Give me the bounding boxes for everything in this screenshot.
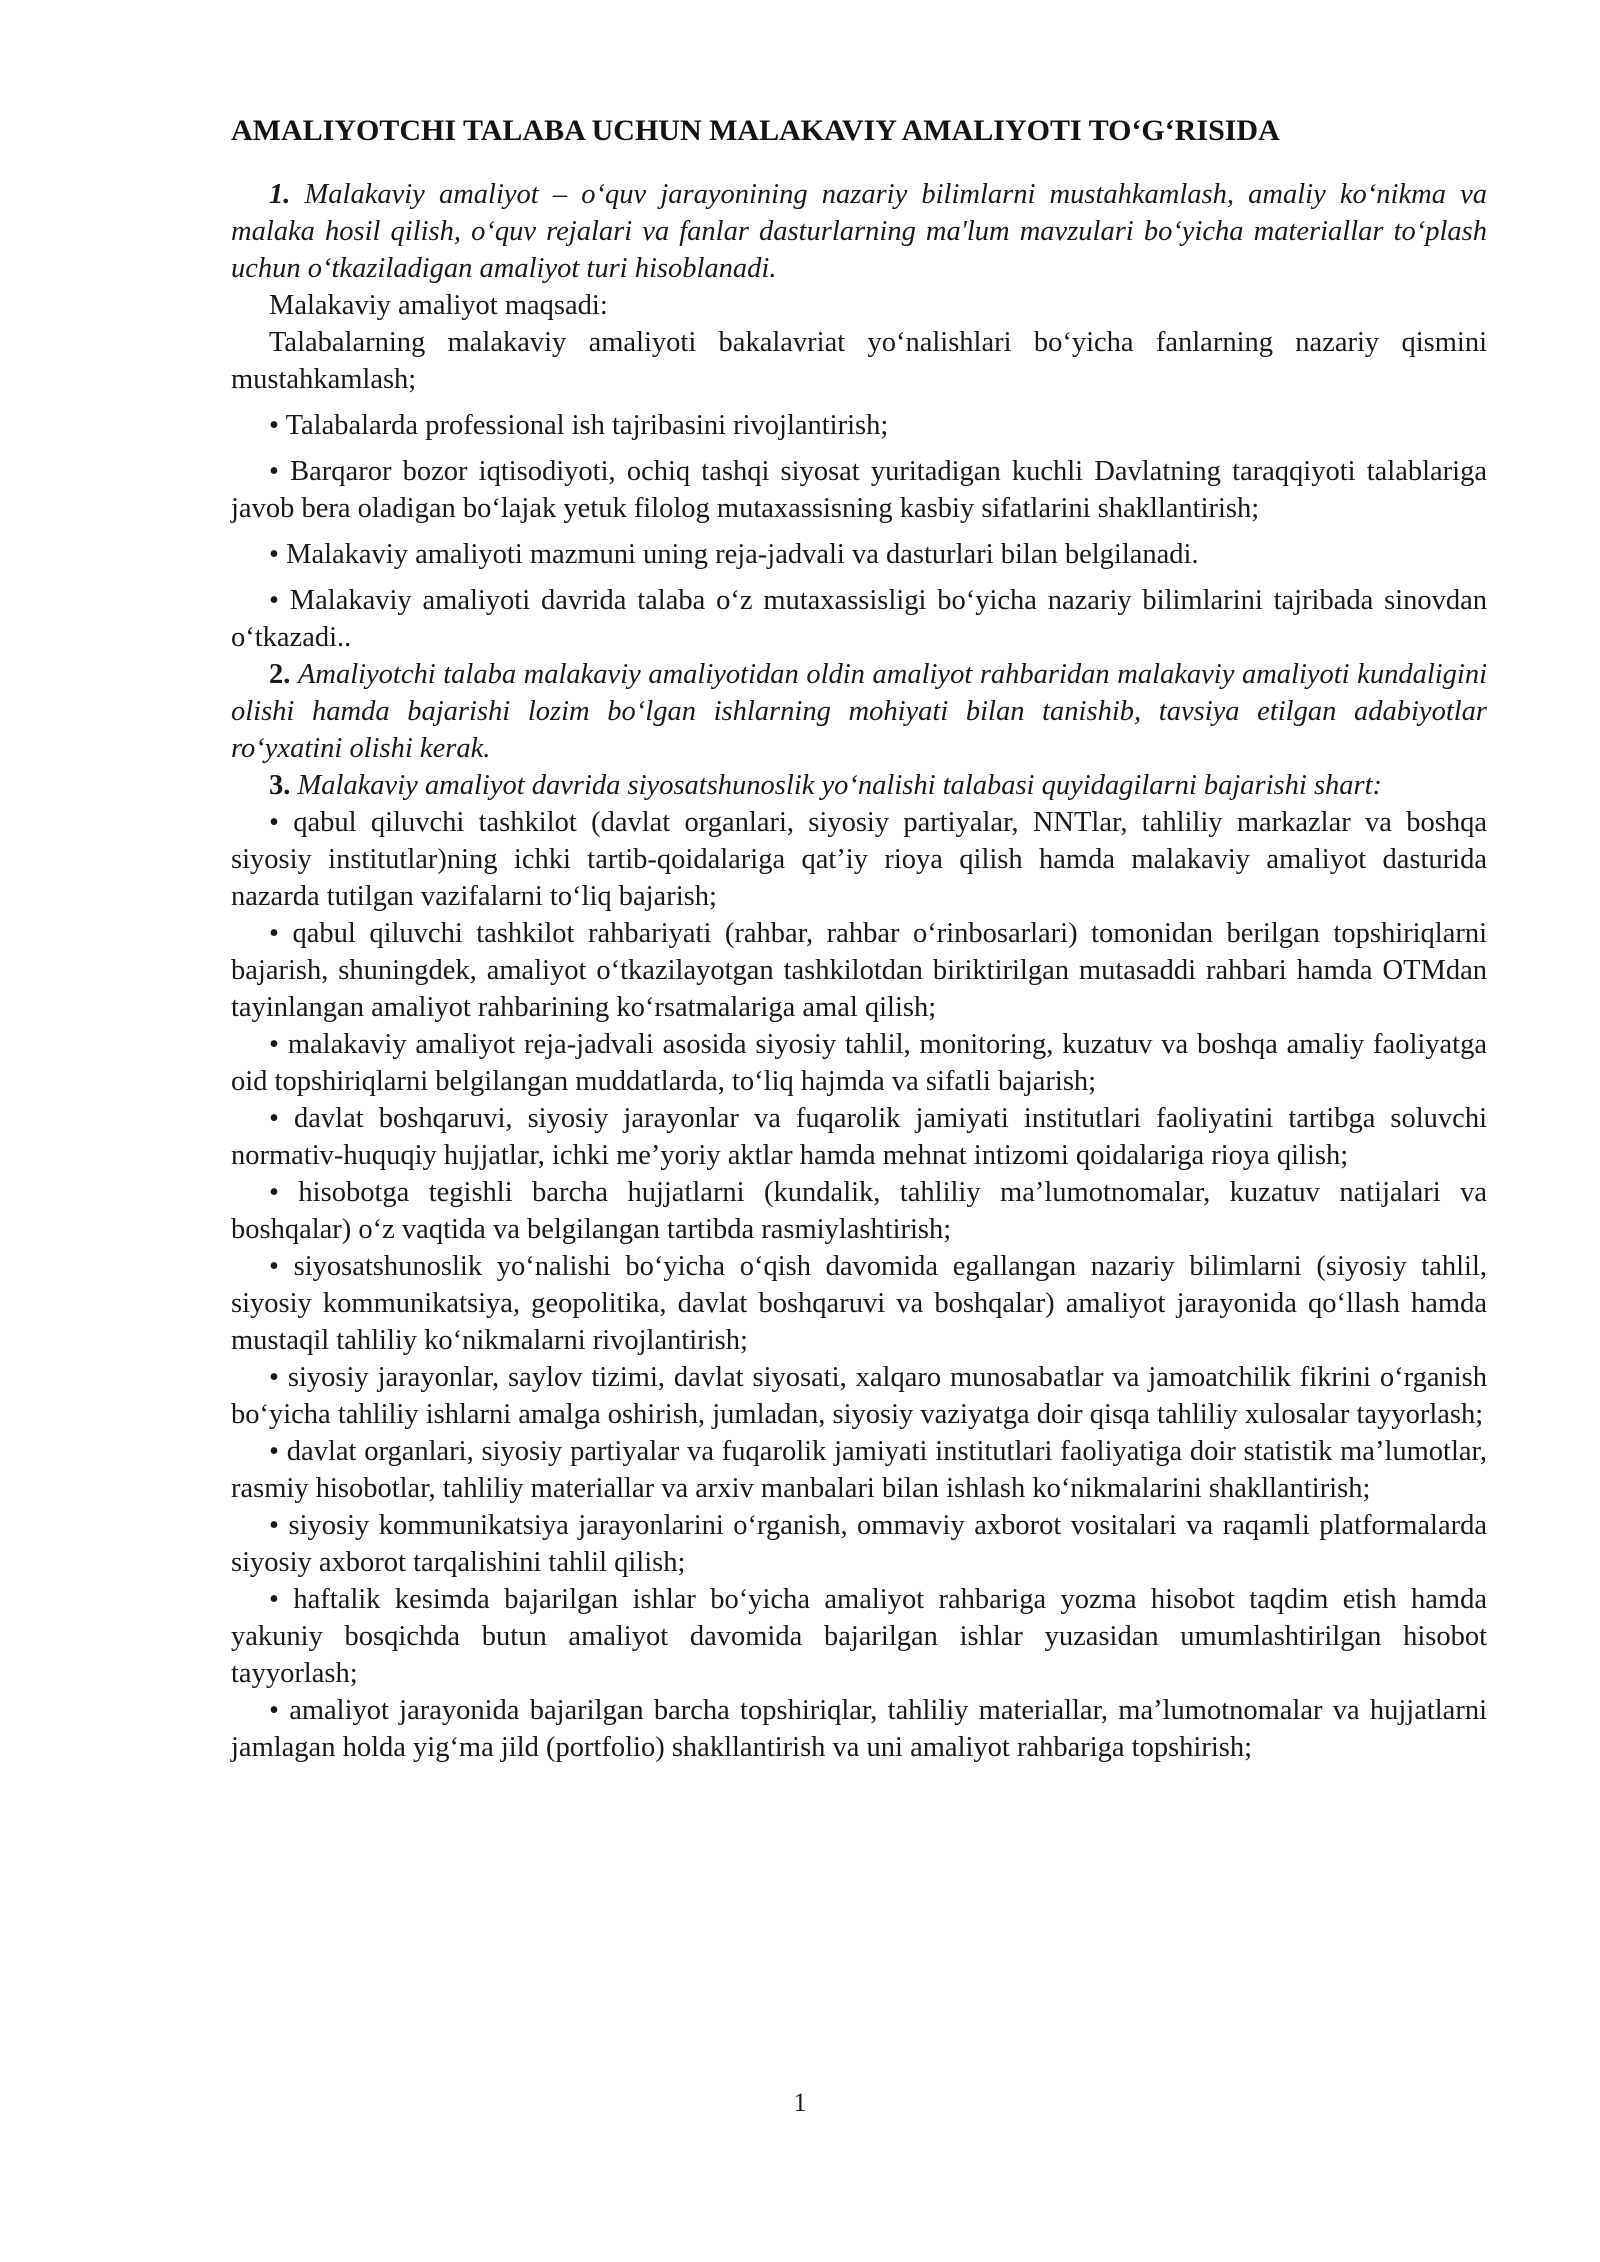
duty-item: • davlat boshqaruvi, siyosiy jarayonlar va fuqarolik jamiyati institutlari faoliyatini tartibga soluvchi normativ-huquqiy hujjatlar, ichki me’yoriy aktlar hamda mehnat intizomi qoidalariga rioya qilish;	[231, 1103, 1487, 1171]
page-content	[231, 112, 1487, 1766]
section-1-text: Malakaviy amaliyot – o‘quv jarayonining nazariy bilimlarni mustahkamlash, amaliy ko‘nikma va malaka hosil qilish, o‘quv rejalari va fanlar dasturlarning ma'lum mavzulari bo‘yicha materiallar to‘plash uchun o‘tkaziladigan amaliyot turi hisoblanadi.	[231, 179, 1487, 284]
duty-item: • siyosiy kommunikatsiya jarayonlarini o‘rganish, ommaviy axborot vositalari va raqamli platformalarda siyosiy axborot tarqalishini tahlil qilish;	[231, 1510, 1487, 1578]
section-2-number: 2.	[269, 659, 291, 690]
purpose-item: • Talabalarda professional ish tajribasini rivojlantirish;	[269, 410, 889, 441]
duty-item: • davlat organlari, siyosiy partiyalar va fuqarolik jamiyati institutlari faoliyatiga doir statistik ma’lumotlar, rasmiy hisobotlar, tahliliy materiallar va arxiv manbalari bilan ishlash ko‘nikmalarini shakllantirish;	[231, 1436, 1487, 1504]
document-title: AMALIYOTCHI TALABA UCHUN MALAKAVIY AMALIYOTI TO‘G‘RISIDA	[231, 114, 1280, 147]
purpose-item: • Barqaror bozor iqtisodiyoti, ochiq tashqi siyosat yuritadigan kuchli Davlatning taraqqiyoti talablariga javob bera oladigan bo‘lajak yetuk filolog mutaxassisning kasbiy sifatlarini shakllantirish;	[231, 456, 1487, 524]
section-1-number: 1.	[269, 179, 291, 210]
purpose-item: • Malakaviy amaliyoti mazmuni uning reja-jadvali va dasturlari bilan belgilanadi.	[269, 539, 1199, 570]
duty-item: • qabul qiluvchi tashkilot rahbariyati (rahbar, rahbar o‘rinbosarlari) tomonidan berilgan topshiriqlarni bajarish, shuningdek, amaliyot o‘tkazilayotgan tashkilotdan biriktirilgan mutasaddi rahbari hamda OTMdan tayinlangan amaliyot rahbarining ko‘rsatmalariga amal qilish;	[231, 918, 1487, 1023]
duty-item: • haftalik kesimda bajarilgan ishlar bo‘yicha amaliyot rahbariga yozma hisobot taqdim etish hamda yakuniy bosqichda butun amaliyot davomida bajarilgan ishlar yuzasidan umumlashtirilgan hisobot tayyorlash;	[231, 1584, 1487, 1689]
section-3-text: Malakaviy amaliyot davrida siyosatshunoslik yo‘nalishi talabasi quyidagilarni bajarishi shart:	[297, 770, 1383, 801]
duty-item: • malakaviy amaliyot reja-jadvali asosida siyosiy tahlil, monitoring, kuzatuv va boshqa amaliy faoliyatga oid topshiriqlarni belgilangan muddatlarda, to‘liq hajmda va sifatli bajarish;	[231, 1029, 1487, 1097]
section-2-paragraph	[231, 656, 1487, 767]
section-3-paragraph	[231, 767, 1487, 804]
section-3-number: 3.	[269, 770, 291, 801]
duty-item: • amaliyot jarayonida bajarilgan barcha topshiriqlar, tahliliy materiallar, ma’lumotnomalar va hujjatlarni jamlagan holda yig‘ma jild (portfolio) shakllantirish va uni amaliyot rahbariga topshirish;	[231, 1695, 1487, 1763]
section-1-paragraph	[231, 176, 1487, 287]
duty-item: • qabul qiluvchi tashkilot (davlat organlari, siyosiy partiyalar, NNTlar, tahliliy markazlar va boshqa siyosiy institutlar)ning ichki tartib-qoidalariga qat’iy rioya qilish hamda malakaviy amaliyot dasturida nazarda tutilgan vazifalarni to‘liq bajarish;	[231, 807, 1487, 912]
purpose-heading: Malakaviy amaliyot maqsadi:	[269, 290, 608, 321]
duty-item: • siyosatshunoslik yo‘nalishi bo‘yicha o‘qish davomida egallangan nazariy bilimlarni (siyosiy tahlil, siyosiy kommunikatsiya, geopolitika, davlat boshqaruvi va boshqalar) amaliyot jarayonida qo‘llash hamda mustaqil tahliliy ko‘nikmalarni rivojlantirish;	[231, 1251, 1487, 1356]
page-number: 1	[793, 2088, 807, 2117]
purpose-intro: Talabalarning malakaviy amaliyoti bakalavriat yo‘nalishlari bo‘yicha fanlarning nazariy qismini mustahkamlash;	[231, 327, 1487, 395]
section-2-text: Amaliyotchi talaba malakaviy amaliyotidan oldin amaliyot rahbaridan malakaviy amaliyoti kundaligini olishi hamda bajarishi lozim bo‘lgan ishlarning mohiyati bilan tanishib, tavsiya etilgan adabiyotlar ro‘yxatini olishi kerak.	[231, 659, 1487, 764]
duty-item: • siyosiy jarayonlar, saylov tizimi, davlat siyosati, xalqaro munosabatlar va jamoatchilik fikrini o‘rganish bo‘yicha tahliliy ishlarni amalga oshirish, jumladan, siyosiy vaziyatga doir qisqa tahliliy xulosalar tayyorlash;	[231, 1362, 1487, 1430]
duty-item: • hisobotga tegishli barcha hujjatlarni (kundalik, tahliliy ma’lumotnomalar, kuzatuv natijalari va boshqalar) o‘z vaqtida va belgilangan tartibda rasmiylashtirish;	[231, 1177, 1487, 1245]
purpose-item: • Malakaviy amaliyoti davrida talaba o‘z mutaxassisligi bo‘yicha nazariy bilimlarini tajribada sinovdan o‘tkazadi..	[231, 585, 1487, 653]
